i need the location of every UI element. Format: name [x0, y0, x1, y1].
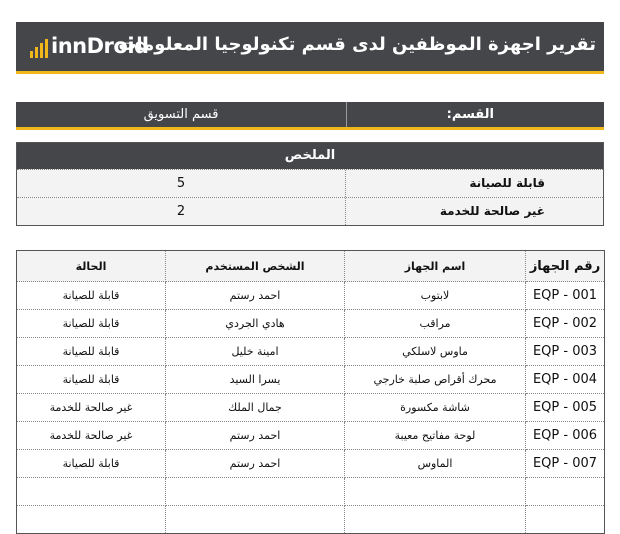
cell-status[interactable]: [17, 506, 166, 534]
logo-bars-icon: [30, 34, 48, 58]
cell-device-id[interactable]: EQP - 003: [526, 338, 605, 366]
cell-device-id[interactable]: EQP - 004: [526, 366, 605, 394]
cell-device-name[interactable]: [345, 506, 526, 534]
summary-value: 5: [17, 170, 346, 197]
summary-value: 2: [17, 198, 346, 225]
cell-device-id[interactable]: EQP - 006: [526, 422, 605, 450]
cell-device-id[interactable]: EQP - 001: [526, 282, 605, 310]
cell-user[interactable]: امينة خليل: [166, 338, 345, 366]
summary-label: غير صالحة للخدمة: [439, 204, 545, 218]
table-row: [17, 310, 605, 338]
summary-label: قابلة للصيانة: [469, 176, 545, 190]
report-header: [16, 22, 604, 74]
cell-status[interactable]: [17, 478, 166, 506]
column-header-status: الحالة: [17, 251, 166, 282]
table-row: [17, 422, 605, 450]
department-bar: [16, 102, 604, 130]
table-row: [17, 506, 605, 534]
table-header-row: [17, 251, 605, 282]
cell-status[interactable]: غير صالحة للخدمة: [17, 422, 166, 450]
summary-row-maintainable: [17, 169, 603, 197]
cell-device-id[interactable]: [526, 478, 605, 506]
column-header-device-id: رقم الجهاز: [526, 251, 605, 282]
cell-user[interactable]: [166, 506, 345, 534]
cell-device-name[interactable]: الماوس: [345, 450, 526, 478]
cell-status[interactable]: قابلة للصيانة: [17, 366, 166, 394]
cell-device-id[interactable]: EQP - 002: [526, 310, 605, 338]
cell-device-name[interactable]: مراقب: [345, 310, 526, 338]
table-row: [17, 478, 605, 506]
table-row: [17, 394, 605, 422]
report-title: تقرير اجهزة الموظفين لدى قسم تكنولوجيا المعلومات: [118, 34, 596, 55]
table-row: [17, 450, 605, 478]
cell-device-name[interactable]: لوحة مفاتيح معيبة: [345, 422, 526, 450]
department-separator: [346, 102, 347, 127]
cell-user[interactable]: هادي الجردي: [166, 310, 345, 338]
cell-user[interactable]: جمال الملك: [166, 394, 345, 422]
cell-device-name[interactable]: لابتوب: [345, 282, 526, 310]
cell-user[interactable]: يسرا السيد: [166, 366, 345, 394]
table-row: [17, 366, 605, 394]
department-label: القسم:: [446, 107, 494, 122]
cell-user[interactable]: احمد رستم: [166, 422, 345, 450]
summary-row-unusable: [17, 197, 603, 225]
department-value[interactable]: قسم التسويق: [143, 107, 219, 122]
cell-status[interactable]: قابلة للصيانة: [17, 338, 166, 366]
cell-device-id[interactable]: EQP - 007: [526, 450, 605, 478]
cell-status[interactable]: قابلة للصيانة: [17, 450, 166, 478]
column-header-device-name: اسم الجهاز: [345, 251, 526, 282]
column-header-user: الشخص المستخدم: [166, 251, 345, 282]
cell-user[interactable]: احمد رستم: [166, 282, 345, 310]
cell-status[interactable]: قابلة للصيانة: [17, 282, 166, 310]
cell-status[interactable]: قابلة للصيانة: [17, 310, 166, 338]
cell-device-name[interactable]: [345, 478, 526, 506]
table-row: [17, 282, 605, 310]
cell-user[interactable]: [166, 478, 345, 506]
cell-status[interactable]: غير صالحة للخدمة: [17, 394, 166, 422]
cell-device-id[interactable]: EQP - 005: [526, 394, 605, 422]
cell-device-name[interactable]: ماوس لاسلكي: [345, 338, 526, 366]
cell-user[interactable]: احمد رستم: [166, 450, 345, 478]
cell-device-name[interactable]: محرك أقراص صلبة خارجي: [345, 366, 526, 394]
summary-title: الملخص: [17, 143, 603, 169]
devices-table: [16, 250, 605, 534]
cell-device-id[interactable]: [526, 506, 605, 534]
table-row: [17, 338, 605, 366]
cell-device-name[interactable]: شاشة مكسورة: [345, 394, 526, 422]
logo-text: innDroid: [51, 34, 149, 58]
summary-table: [16, 142, 604, 226]
